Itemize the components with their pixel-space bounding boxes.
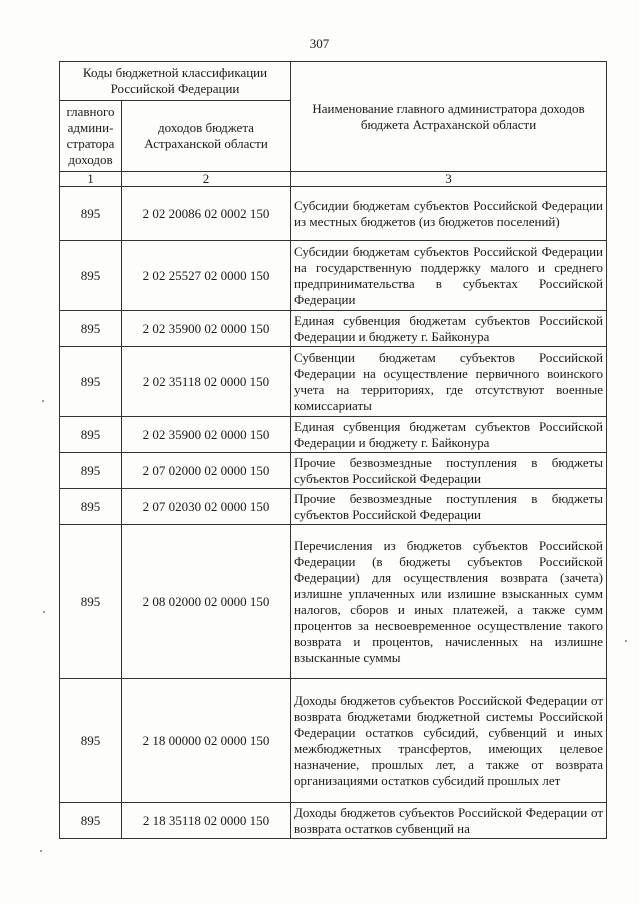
table-row: [60, 803, 607, 839]
income-code-cell: 2 02 25527 02 0000 150: [122, 241, 291, 311]
income-name-cell: Субвенции бюджетам субъектов Российской Федерации на осуществление первичного воинского учета на территориях, где отсутствуют военные комиссариаты: [291, 347, 607, 417]
column-number-3: 3: [291, 172, 607, 187]
column-number-2: 2: [122, 172, 291, 187]
table-row: [60, 417, 607, 453]
table-row: [60, 347, 607, 417]
admin-code-cell: 895: [60, 347, 122, 417]
page-number: 307: [309, 36, 330, 51]
header-main-admin: главного админи-стратора доходов: [60, 101, 122, 172]
income-code-cell: 2 02 35118 02 0000 150: [122, 347, 291, 417]
admin-code-cell: 895: [60, 241, 122, 311]
admin-code-cell: 895: [60, 679, 122, 803]
income-name-cell: Доходы бюджетов субъектов Российской Федерации от возврата бюджетами бюджетной системы Российской Федерации остатков субсидий, субвенций и иных межбюджетных трансфертов, имеющих целевое назначение, прошлых лет, а также от возврата организациями остатков субсидий прошлых лет: [291, 679, 607, 803]
income-name-cell: Доходы бюджетов субъектов Российской Федерации от возврата остатков субвенций на: [291, 803, 607, 839]
table-row: [60, 489, 607, 525]
income-name-cell: Субсидии бюджетам субъектов Российской Федерации на государственную поддержку малого и среднего предпринимательства в субъектах Российской Федерации: [291, 241, 607, 311]
table-row: [60, 311, 607, 347]
admin-code-cell: 895: [60, 489, 122, 525]
income-code-cell: 2 07 02000 02 0000 150: [122, 453, 291, 489]
table-row: [60, 241, 607, 311]
budget-classification-table: [59, 61, 607, 839]
header-income-code: доходов бюджета Астраханской области: [122, 101, 291, 172]
table-row: [60, 525, 607, 679]
income-code-cell: 2 02 35900 02 0000 150: [122, 311, 291, 347]
income-name-cell: Прочие безвозмездные поступления в бюджеты субъектов Российской Федерации: [291, 489, 607, 525]
income-name-cell: Перечисления из бюджетов субъектов Российской Федерации (в бюджеты субъектов Российской Федерации) для осуществления возврата (зачета) излишне уплаченных или излишне взысканных сумм налогов, сборов и иных платежей, а также сумм процентов за несвоевременное осуществление такого возврата и процентов, начисленных на излишне взысканные суммы: [291, 525, 607, 679]
admin-code-cell: 895: [60, 525, 122, 679]
income-code-cell: 2 07 02030 02 0000 150: [122, 489, 291, 525]
income-code-cell: 2 18 35118 02 0000 150: [122, 803, 291, 839]
header-admin-name: Наименование главного администратора доходов бюджета Астраханской области: [291, 62, 607, 172]
income-name-cell: Единая субвенция бюджетам субъектов Российской Федерации и бюджету г. Байконура: [291, 417, 607, 453]
admin-code-cell: 895: [60, 311, 122, 347]
income-code-cell: 2 02 20086 02 0002 150: [122, 187, 291, 241]
table-row: [60, 453, 607, 489]
income-name-cell: Субсидии бюджетам субъектов Российской Федерации из местных бюджетов (из бюджетов поселений): [291, 187, 607, 241]
table-row: [60, 187, 607, 241]
scan-speck: [625, 640, 627, 642]
income-code-cell: 2 02 35900 02 0000 150: [122, 417, 291, 453]
scan-speck: [43, 611, 45, 613]
income-code-cell: 2 18 00000 02 0000 150: [122, 679, 291, 803]
admin-code-cell: 895: [60, 417, 122, 453]
admin-code-cell: 895: [60, 453, 122, 489]
income-code-cell: 2 08 02000 02 0000 150: [122, 525, 291, 679]
table-row: [60, 679, 607, 803]
income-name-cell: Единая субвенция бюджетам субъектов Российской Федерации и бюджету г. Байконура: [291, 311, 607, 347]
scan-speck: [40, 850, 42, 852]
scan-speck: [42, 400, 44, 402]
header-group-title: Коды бюджетной классификации Российской Федерации: [60, 62, 291, 101]
admin-code-cell: 895: [60, 803, 122, 839]
admin-code-cell: 895: [60, 187, 122, 241]
column-number-1: 1: [60, 172, 122, 187]
income-name-cell: Прочие безвозмездные поступления в бюджеты субъектов Российской Федерации: [291, 453, 607, 489]
